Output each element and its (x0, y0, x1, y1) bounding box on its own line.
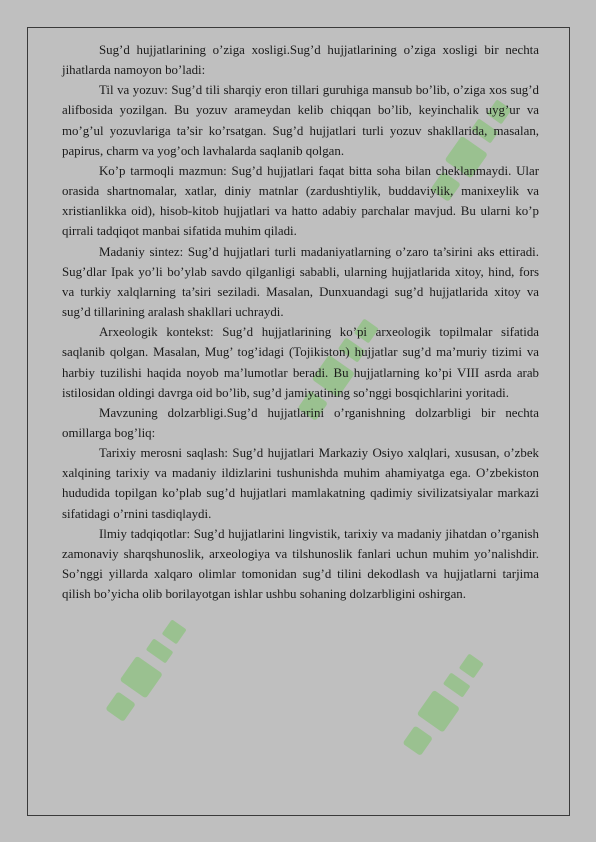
document-body (62, 40, 539, 604)
paragraph-language-script: Til va yozuv: Sug’d tili sharqiy eron tillari guruhiga mansub bo’lib, o’ziga xos sug’d alifbosida yozilgan. Bu yozuv arameydan kelib chiqqan bo’lib, keyinchalik uyg’ur va mo’g’ul yozuvlariga ta’sir ko’rsatgan. Sug’d hujjatlari turli yozuv shakllarida, masalan, papirus, charm va yog’och lavhalarda saqlanib qolgan. (62, 83, 539, 158)
paragraph-cultural-synthesis: Madaniy sintez: Sug’d hujjatlari turli madaniyatlarning o’zaro ta’sirini aks ettiradi. Sug’dlar Ipak yo’li bo’ylab savdo qilganligi sababli, ularning hujjatlarida xitoy, hind, fors va turkiy xalqlarning ta’siri seziladi. Masalan, Dunxuandagi sug’d hujjatlarida xitoy va sug’d tillarining aralash shakllari uchraydi. (62, 244, 539, 320)
watermark-bottom-right (365, 590, 525, 810)
paragraph-relevance: Mavzuning dolzarbligi.Sug’d hujjatlarini o’rganishning dolzarbligi bir nechta omillarga bog’liq: (62, 405, 539, 440)
paragraph-archaeological-context: Arxeologik kontekst: Sug’d hujjatlarining ko’pi arxeologik topilmalar sifatida saqlanib qolgan. Masalan, Mug’ tog’idagi (Tojikiston) hujjatlar sug’d ma’muriy tizimi va harbiy tuzilishi haqida noyob ma’lumotlar beradi. Bu hujjatlarning ko’pi VIII asrda arab istilosidan oldingi davrga oid bo’lib, sug’d jamiyatining so’nggi bosqichlarini yoritadi. (62, 325, 539, 400)
paragraph-research: Ilmiy tadqiqotlar: Sug’d hujjatlarini lingvistik, tarixiy va madaniy jihatdan o’rganish zamonaviy sharqshunoslik, arxeologiya va tilshunoslik fanlari uchun muhim yo’nalishdir. So’nggi yillarda xalqaro olimlar tomonidan sug’d tilini dekodlash va hujjatlarni tarjima qilish bo’yicha olib borilayotgan ishlar ushbu sohaning dolzarbligini oshirgan. (62, 526, 539, 602)
paragraph-heritage: Tarixiy merosni saqlash: Sug’d hujjatlari Markaziy Osiyo xalqlari, xususan, o’zbek xalqining tarixiy va madaniy ildizlarini tushunishda muhim ahamiyatga ega. O’zbekiston hududida topilgan ko’plab sug’d hujjatlari mamlakatning qadimiy sivilizatsiyalar markazi sifatidagi o’rnini tasdiqlaydi. (62, 446, 539, 521)
paragraph-content: Ko’p tarmoqli mazmun: Sug’d hujjatlari faqat bitta soha bilan cheklanmaydi. Ular orasida shartnomalar, xatlar, diniy matnlar (zardushtiylik, buddaviylik, manixeylik va xristianlikka oid), hisob-kitob hujjatlari va hatto adabiy parchalar mavjud. Bu ularni ko’p qirrali tadqiqot manbai sifatida muhim qiladi. (62, 163, 539, 239)
paragraph-intro: Sug’d hujjatlarining o’ziga xosligi.Sug’d hujjatlarining o’ziga xosligi bir nechta jihatlarda namoyon bo’ladi: (62, 43, 539, 78)
